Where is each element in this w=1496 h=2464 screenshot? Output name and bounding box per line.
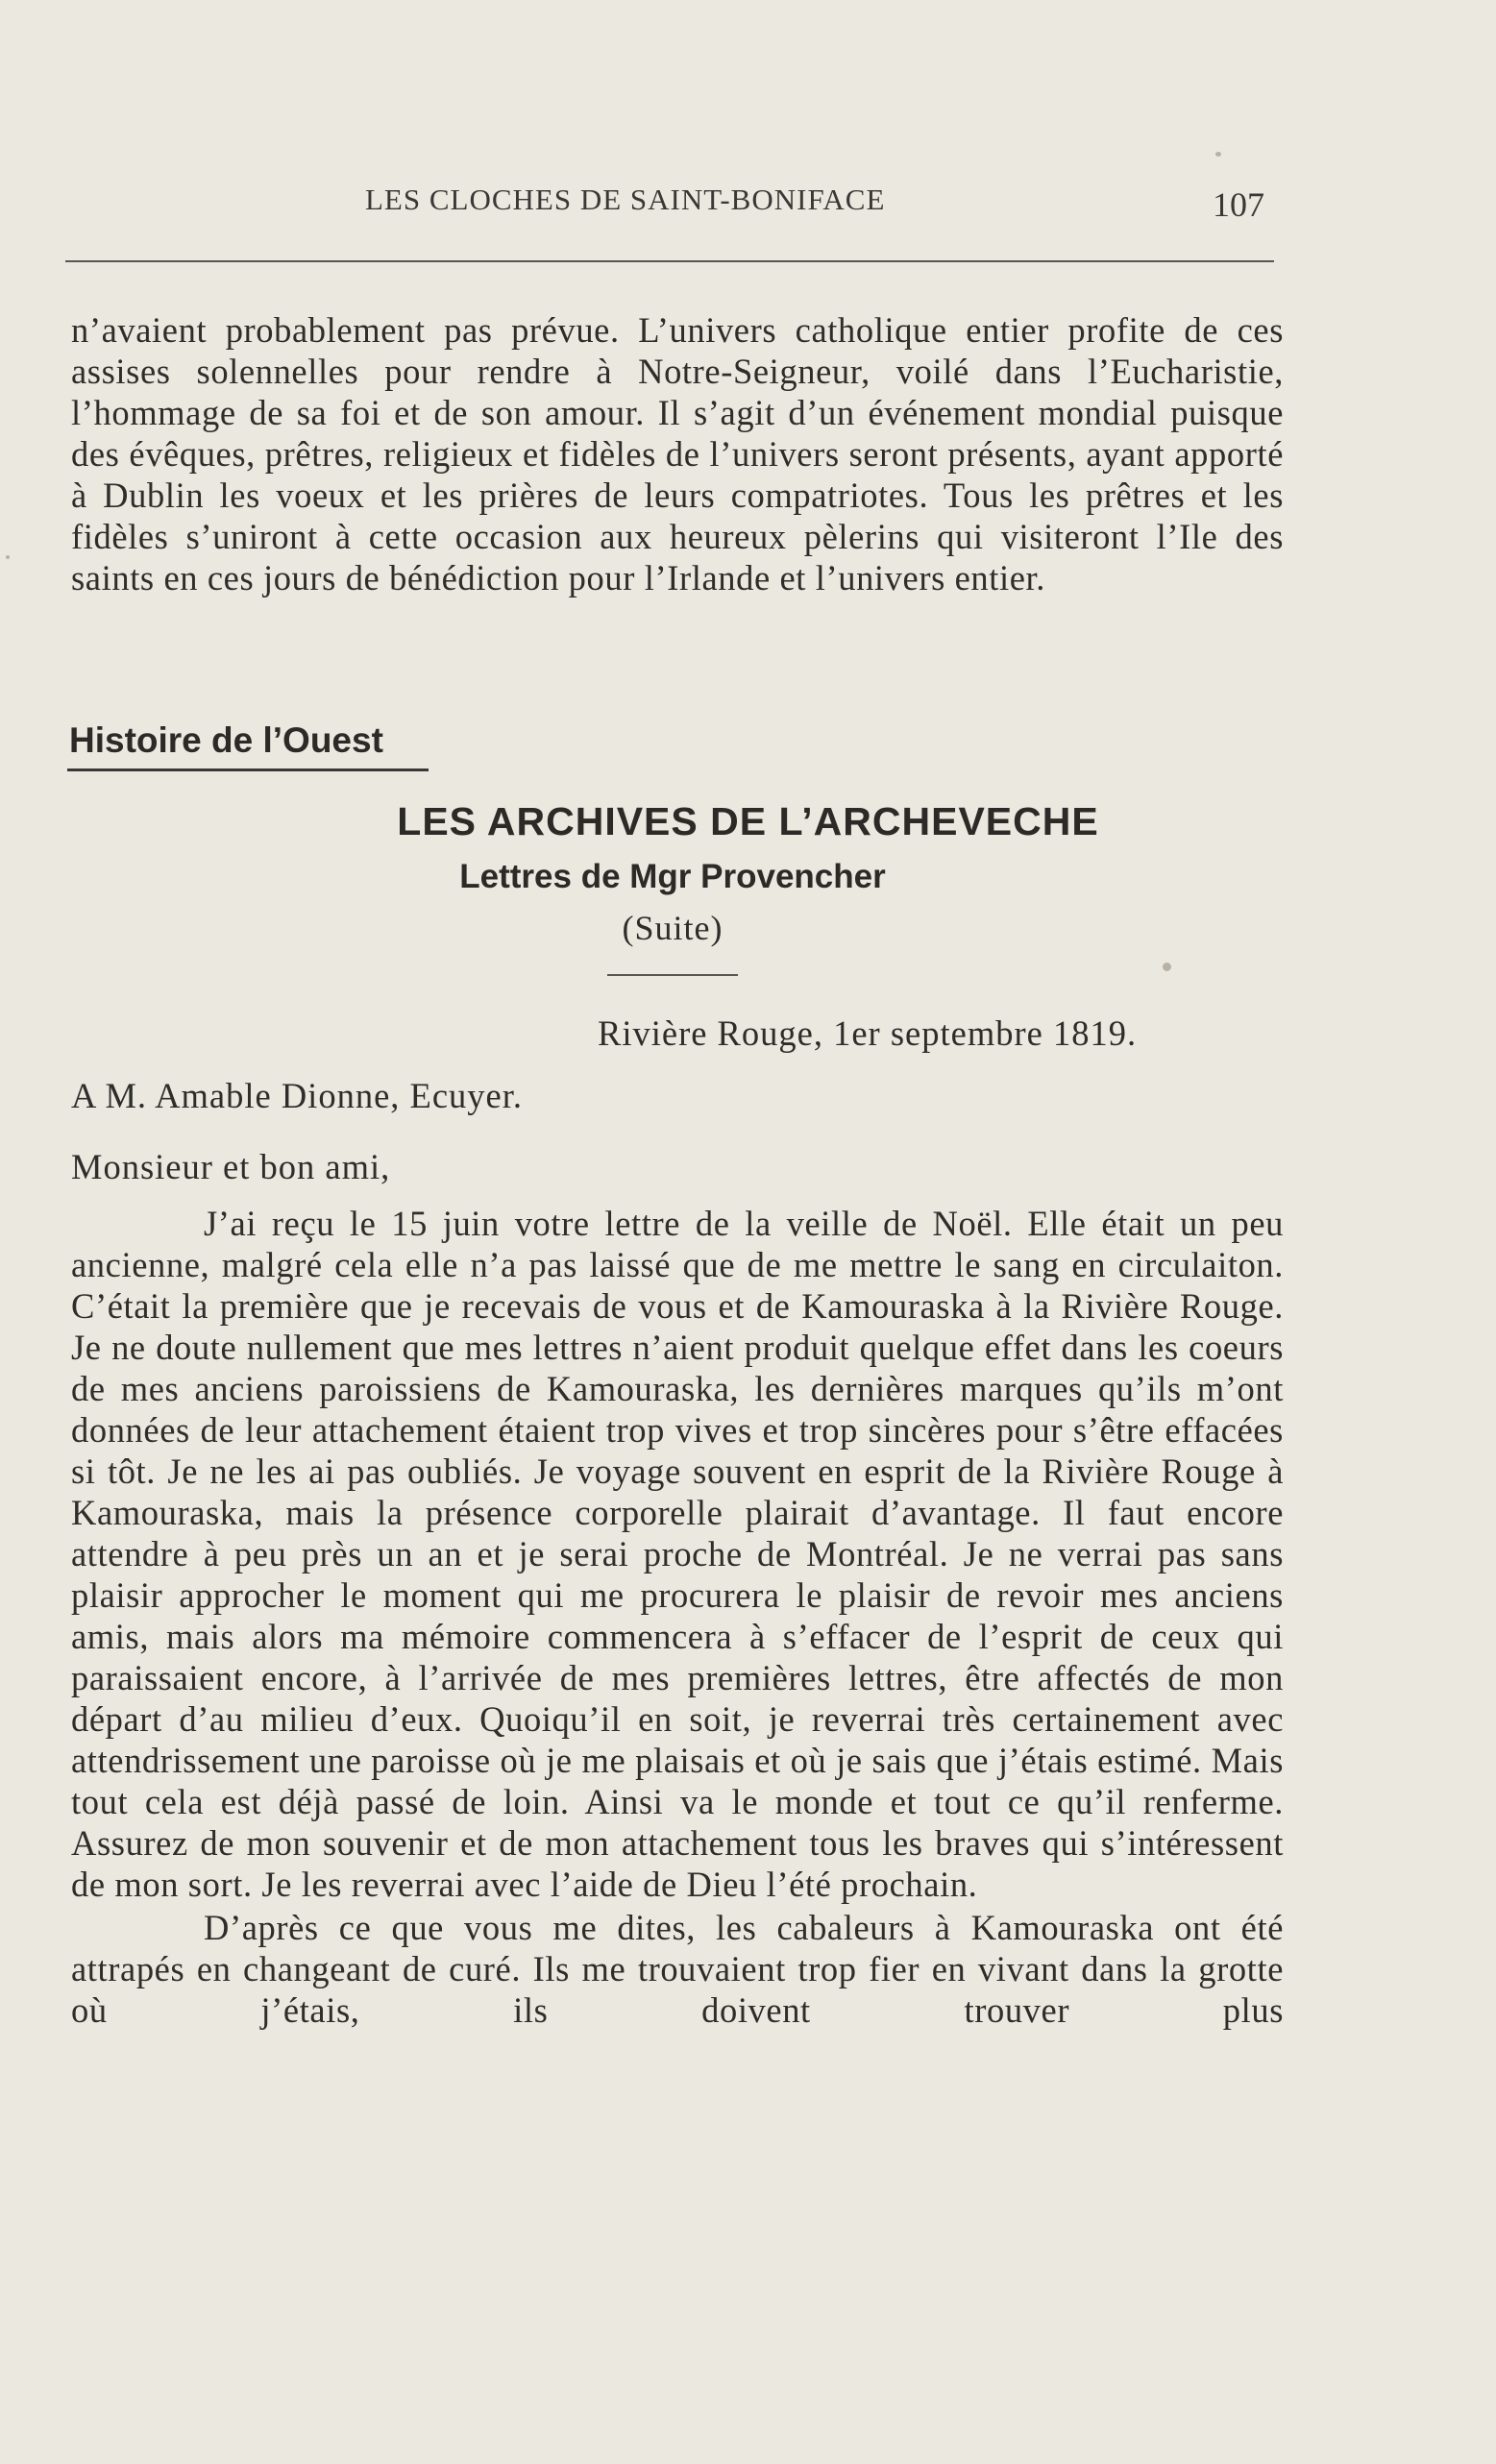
letter-paragraph-1: J’ai reçu le 15 juin votre lettre de la veille de Noël. Elle était un peu ancienne, malgré cela elle n’a pas laissé que de me mettre le sang en circulaiton. C’était la première que je recevais de vous et de Kamouraska à la Rivière Rouge. Je ne doute nullement que mes lettres n’aient produit quelque effet dans les coeurs de mes anciens paroissiens de Kamouraska, les dernières marques qu’ils m’ont données de leur attachement étaient trop vives et trop sincères pour s’être effacées si tôt. Je ne les ai pas oubliés. Je voyage souvent en esprit de la Rivière Rouge à Kamouraska, mais la présence corporelle plairait d’avantage. Il faut encore attendre à peu près un an et je serai proche de Montréal. Je ne verrai pas sans plaisir approcher le moment qui me procurera le plaisir de revoir mes anciens amis, mais alors ma mémoire commencera à s’effacer de l’esprit de ceux qui paraissaient encore, à l’arrivée de mes premières lettres, être affectés de mon départ d’au milieu d’eux. Quoiqu’il en soit, je reverrai très certainement avec attendrissement une paroisse où je me plaisais et où je sais que j’étais estimé. Mais tout cela est déjà passé de loin. Ainsi va le monde et tout ce qu’il renferme. Assurez de mon souvenir et de mon attachement tous les braves qui s’intéressent de mon sort. Je les reverrai avec l’aide de Dieu l’été prochain. xyxy=(71,1204,1284,1904)
article-title: LES ARCHIVES DE L’ARCHEVECHE xyxy=(397,799,1099,843)
letter-paragraph-2: D’après ce que vous me dites, les cabaleurs à Kamouraska ont été attrapés en changeant de curé. Ils me trouvaient trop fier en vivant dans la grotte où j’étais, ils doivent trouver plus xyxy=(71,1908,1284,2030)
title-separator-rule xyxy=(607,974,738,976)
section-underline xyxy=(67,768,429,771)
intro-paragraph-block xyxy=(71,309,1284,598)
running-head: LES CLOCHES DE SAINT-BONIFACE xyxy=(365,183,886,216)
paper-speck xyxy=(1163,963,1171,971)
paper-speck xyxy=(1215,152,1221,157)
letter-salutation: Monsieur et bon ami, xyxy=(71,1147,391,1186)
paper-speck xyxy=(6,555,10,559)
letter-body xyxy=(71,1203,1284,2031)
article-subtitle: Lettres de Mgr Provencher xyxy=(459,858,886,895)
page-number: 107 xyxy=(1213,185,1264,224)
header-rule xyxy=(65,260,1274,262)
letter-dateline: Rivière Rouge, 1er septembre 1819. xyxy=(598,1013,1138,1053)
section-title: Histoire de l’Ouest xyxy=(69,720,383,760)
letter-addressee: A M. Amable Dionne, Ecuyer. xyxy=(71,1076,523,1115)
article-suite-label: (Suite) xyxy=(622,909,723,947)
intro-paragraph: n’avaient probablement pas prévue. L’univers catholique entier profite de ces assises solennelles pour rendre à Notre-Seigneur, voilé dans l’Eucharistie, l’hommage de sa foi et de son amour. Il s’agit d’un événement mondial puisque des évêques, prêtres, religieux et fidèles de l’univers seront présents, ayant apporté à Dublin les voeux et les prières de leurs compatriotes. Tous les prêtres et les fidèles s’uniront à cette occasion aux heureux pèlerins qui visiteront l’Ile des saints en ces jours de bénédiction pour l’Irlande et l’univers entier. xyxy=(71,310,1284,598)
